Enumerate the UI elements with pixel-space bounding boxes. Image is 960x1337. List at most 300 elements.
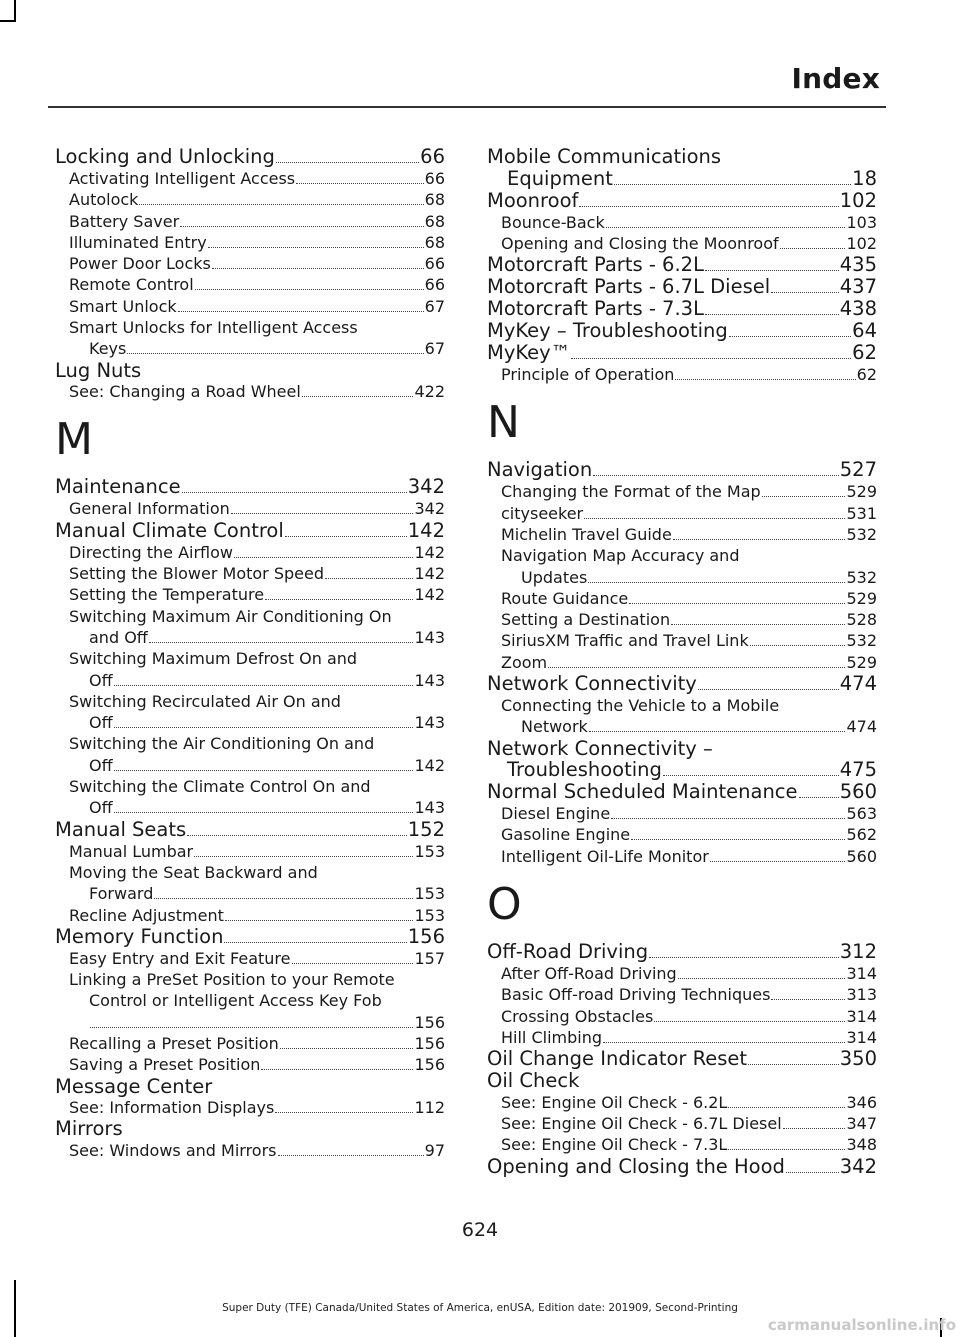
page-ref[interactable]: 67	[424, 339, 445, 359]
index-entry[interactable]	[487, 146, 877, 168]
index-entry[interactable]	[55, 1118, 445, 1140]
page-ref[interactable]: 527	[839, 458, 877, 482]
page-ref[interactable]: 68	[424, 211, 445, 231]
index-subentry[interactable]	[55, 606, 445, 627]
dot-leader	[231, 513, 414, 514]
page-ref[interactable]: 438	[839, 297, 877, 321]
entry-text: Switching the Climate Control On and	[69, 777, 371, 797]
entry-continuation	[55, 627, 445, 648]
dot-leader	[187, 835, 407, 836]
entry-text: See: Engine Oil Check - 6.2L	[501, 1092, 728, 1112]
dot-leader	[114, 727, 414, 728]
page-ref[interactable]: 64	[852, 319, 877, 343]
entry-continuation	[55, 990, 445, 1011]
index-entry[interactable]	[487, 781, 877, 803]
page-ref[interactable]: 528	[846, 610, 877, 630]
dot-leader	[276, 162, 419, 163]
index-subentry[interactable]	[55, 168, 445, 189]
entry-text: Recalling a Preset Position	[69, 1034, 279, 1053]
page-ref[interactable]: 143	[414, 627, 445, 647]
entry-text: Bounce-Back	[501, 212, 605, 232]
index-subentry[interactable]	[55, 253, 445, 274]
entry-text: Power Door Locks	[69, 254, 211, 274]
entry-continuation	[55, 755, 445, 776]
index-entry[interactable]	[487, 254, 877, 276]
entry-text-cont: Off	[89, 713, 113, 733]
index-subentry[interactable]	[55, 232, 445, 253]
dot-leader	[603, 1042, 845, 1043]
index-right-column	[487, 146, 877, 1178]
index-subentry[interactable]	[487, 803, 877, 824]
entry-text: Moonroof	[487, 188, 579, 212]
entry-text-cont: Network	[521, 717, 588, 737]
page-ref[interactable]: 156	[414, 1034, 445, 1053]
page-ref[interactable]: 531	[846, 503, 877, 523]
page-ref[interactable]: 314	[846, 964, 877, 984]
index-subentry[interactable]	[487, 481, 877, 502]
entry-text: Battery Saver	[69, 211, 180, 231]
index-subentry[interactable]	[55, 584, 445, 605]
index-subentry[interactable]	[487, 524, 877, 545]
entry-text: Smart Unlock	[69, 296, 177, 316]
section-letter: O	[487, 879, 522, 931]
index-subentry[interactable]	[487, 1113, 877, 1134]
index-subentry[interactable]	[55, 381, 445, 402]
entry-text-cont: Forward	[89, 884, 154, 904]
page-ref[interactable]: 142	[407, 518, 445, 542]
index-subentry[interactable]	[487, 846, 877, 867]
entry-text: Crossing Obstacles	[501, 1006, 654, 1026]
page-ref[interactable]: 314	[846, 1027, 877, 1047]
page-ref[interactable]: 156	[407, 924, 445, 948]
entry-text: Oil Change Indicator Reset	[487, 1047, 748, 1071]
page-ref[interactable]: 153	[414, 841, 445, 861]
dot-leader	[663, 775, 839, 776]
page-ref[interactable]: 347	[846, 1114, 877, 1134]
index-subentry[interactable]	[487, 963, 877, 984]
page-ref[interactable]: 342	[414, 499, 445, 519]
index-entry[interactable]	[487, 459, 877, 481]
dot-leader	[786, 1172, 839, 1173]
dot-leader	[280, 1048, 414, 1049]
index-entry[interactable]	[55, 146, 445, 168]
entry-text: Setting the Temperature	[69, 585, 265, 605]
index-entry[interactable]	[487, 298, 877, 320]
title-divider	[48, 106, 886, 108]
entry-text: Lug Nuts	[55, 358, 142, 382]
crop-mark-top-left-h	[0, 20, 16, 22]
entry-text: Switching Maximum Defrost On and	[69, 649, 358, 669]
entry-text: Connecting the Vehicle to a Mobile	[501, 696, 780, 716]
entry-text: Changing the Format of the Map	[501, 482, 761, 502]
dot-leader	[762, 496, 846, 497]
entry-text: Locking and Unlocking	[55, 145, 275, 168]
dot-leader	[771, 999, 845, 1000]
index-entry[interactable]	[487, 342, 877, 364]
index-subentry[interactable]	[55, 948, 445, 969]
dot-leader	[114, 685, 414, 686]
entry-text: Recline Adjustment	[69, 905, 224, 925]
dot-leader	[728, 1149, 845, 1150]
page-ref[interactable]: 422	[414, 382, 445, 402]
page-ref[interactable]: 532	[846, 524, 877, 544]
dot-leader	[748, 1064, 839, 1065]
page-ref[interactable]: 532	[846, 567, 877, 587]
page-ref[interactable]: 156	[414, 1012, 445, 1032]
entry-continuation	[55, 338, 445, 359]
entry-text: Navigation	[487, 458, 593, 482]
entry-text: Motorcraft Parts - 6.7L Diesel	[487, 275, 771, 299]
entry-text: Smart Unlocks for Intelligent Access	[69, 318, 358, 338]
entry-continuation	[487, 716, 877, 737]
page-ref[interactable]: 529	[846, 482, 877, 502]
index-subentry[interactable]	[55, 1140, 445, 1161]
dot-leader	[224, 942, 406, 943]
index-subentry[interactable]	[487, 588, 877, 609]
index-entry[interactable]	[55, 1076, 445, 1098]
page-ref[interactable]: 143	[414, 713, 445, 733]
index-subentry[interactable]	[487, 1134, 877, 1155]
page-ref[interactable]: 312	[839, 940, 877, 964]
index-subentry[interactable]	[487, 652, 877, 673]
page-ref[interactable]: 563	[846, 804, 877, 824]
dot-leader	[675, 379, 855, 380]
page-ref[interactable]: 342	[839, 1154, 877, 1178]
page-ref[interactable]: 153	[414, 905, 445, 925]
entry-text-cont: Keys	[89, 339, 127, 359]
index-subentry[interactable]	[487, 1092, 877, 1113]
index-entry[interactable]	[487, 190, 877, 212]
entry-text: Moving the Seat Backward and	[69, 862, 318, 882]
dot-leader	[127, 353, 423, 354]
page-ref[interactable]: 474	[839, 672, 877, 696]
page-ref[interactable]: 435	[839, 253, 877, 277]
page-ref[interactable]: 560	[846, 846, 877, 866]
index-entry[interactable]	[55, 476, 445, 498]
page-ref[interactable]: 62	[852, 341, 877, 365]
dot-leader	[302, 396, 414, 397]
entry-text: MyKey™	[487, 341, 571, 365]
entry-text: Route Guidance	[501, 588, 629, 608]
entry-text: cityseeker	[501, 503, 584, 523]
dot-leader	[654, 1021, 845, 1022]
entry-text: See: Changing a Road Wheel	[69, 382, 301, 402]
page-ref[interactable]: 102	[846, 233, 877, 253]
entry-text: Network Connectivity –	[487, 736, 713, 760]
page-ref[interactable]: 529	[846, 652, 877, 672]
page-ref[interactable]: 143	[414, 670, 445, 690]
entry-text-cont: Off	[89, 670, 113, 690]
index-subentry[interactable]	[55, 776, 445, 797]
index-subentry[interactable]	[55, 969, 445, 990]
entry-text: See: Windows and Mirrors	[69, 1140, 277, 1160]
page-ref[interactable]: 532	[846, 631, 877, 651]
dot-leader	[671, 624, 845, 625]
dot-leader	[710, 861, 846, 862]
entry-text: Saving a Preset Position	[69, 1055, 261, 1075]
entry-text: Manual Seats	[55, 817, 187, 841]
page-ref[interactable]: 66	[424, 275, 445, 295]
dot-leader	[325, 578, 413, 579]
entry-text: Intelligent Oil-Life Monitor	[501, 846, 709, 866]
index-entry[interactable]	[55, 926, 445, 948]
page-ref[interactable]: 142	[414, 755, 445, 775]
index-subentry[interactable]	[487, 1006, 877, 1027]
index-subentry[interactable]	[487, 695, 877, 716]
index-entry[interactable]	[487, 1156, 877, 1178]
entry-text-cont: and Off	[89, 627, 148, 647]
page-ref[interactable]: 67	[424, 296, 445, 316]
dot-leader	[799, 797, 839, 798]
dot-leader	[705, 270, 839, 271]
dot-leader	[225, 920, 414, 921]
page-ref[interactable]: 314	[846, 1006, 877, 1026]
index-entry[interactable]	[487, 1070, 877, 1092]
entry-text: Oil Check	[487, 1069, 580, 1093]
dot-leader	[234, 557, 413, 558]
page-ref[interactable]: 18	[852, 166, 877, 190]
page-ref[interactable]: 529	[846, 588, 877, 608]
index-entry[interactable]	[55, 819, 445, 841]
index-subentry[interactable]	[487, 1027, 877, 1048]
page-ref[interactable]: 350	[839, 1047, 877, 1071]
dot-leader	[296, 183, 424, 184]
page-ref[interactable]: 437	[839, 275, 877, 299]
page-ref[interactable]: 313	[846, 985, 877, 1005]
index-subentry[interactable]	[55, 317, 445, 338]
entry-text: Autolock	[69, 190, 139, 210]
page-ref[interactable]: 97	[424, 1140, 445, 1160]
page-ref[interactable]: 562	[846, 825, 877, 845]
dot-leader	[292, 963, 414, 964]
entry-text: Switching the Air Conditioning On and	[69, 734, 375, 754]
index-subentry[interactable]	[55, 189, 445, 210]
dot-leader	[571, 358, 851, 359]
entry-text: Gasoline Engine	[501, 825, 631, 845]
entry-text: Maintenance	[55, 475, 181, 499]
page-ref[interactable]: 560	[839, 780, 877, 804]
dot-leader	[606, 227, 846, 228]
index-subentry[interactable]	[55, 211, 445, 232]
entry-text: Opening and Closing the Moonroof	[501, 233, 779, 253]
dot-leader	[212, 268, 424, 269]
index-subentry[interactable]	[55, 274, 445, 295]
dot-leader	[783, 1128, 846, 1129]
dot-leader	[178, 311, 424, 312]
dot-leader	[275, 1112, 413, 1113]
crop-mark-top-left	[14, 0, 16, 22]
entry-text: Directing the Airflow	[69, 542, 233, 562]
dot-leader	[649, 957, 839, 958]
index-entry[interactable]	[55, 520, 445, 542]
index-subentry[interactable]	[55, 862, 445, 883]
dot-leader	[208, 247, 424, 248]
dot-leader	[780, 248, 846, 249]
page-ref[interactable]: 342	[407, 475, 445, 499]
entry-text: See: Engine Oil Check - 6.7L Diesel	[501, 1114, 782, 1134]
index-subentry[interactable]	[55, 841, 445, 862]
index-subentry[interactable]	[55, 1054, 445, 1075]
index-subentry[interactable]	[487, 233, 877, 254]
dot-leader	[285, 536, 407, 537]
index-subentry[interactable]	[55, 296, 445, 317]
entry-text: Activating Intelligent Access	[69, 169, 296, 188]
dot-leader	[728, 1107, 845, 1108]
entry-text-cont: Troubleshooting	[507, 758, 662, 782]
dot-leader	[579, 206, 838, 207]
index-subentry[interactable]	[55, 1033, 445, 1054]
entry-continuation	[55, 883, 445, 904]
dot-leader	[154, 898, 413, 899]
edition-footer: Super Duty (TFE) Canada/United States of America, enUSA, Edition date: 201909, Second-Printing	[222, 1302, 738, 1314]
page-ref[interactable]: 156	[414, 1055, 445, 1075]
dot-leader	[750, 645, 846, 646]
index-entry[interactable]	[487, 1048, 877, 1070]
index-subentry[interactable]	[487, 609, 877, 630]
entry-text: After Off-Road Driving	[501, 964, 677, 984]
index-subentry[interactable]	[487, 503, 877, 524]
entry-text: Opening and Closing the Hood	[487, 1154, 785, 1178]
page-ref[interactable]: 157	[414, 948, 445, 968]
page-ref[interactable]: 112	[414, 1098, 445, 1118]
dot-leader	[698, 689, 839, 690]
index-entry[interactable]	[487, 673, 877, 695]
index-entry[interactable]	[55, 360, 445, 382]
entry-text: Mirrors	[55, 1117, 123, 1141]
dot-leader	[139, 204, 423, 205]
entry-text: Motorcraft Parts - 6.2L	[487, 253, 704, 277]
page-ref[interactable]: 474	[846, 717, 877, 737]
entry-text-cont: Updates	[521, 567, 588, 587]
entry-text: Manual Lumbar	[69, 841, 194, 861]
entry-text: Navigation Map Accuracy and	[501, 546, 740, 566]
entry-text: Setting a Destination	[501, 610, 671, 630]
index-left-column	[55, 146, 445, 1161]
section-letter: M	[55, 414, 93, 466]
entry-text: Linking a PreSet Position to your Remote	[69, 970, 395, 990]
entry-text: Basic Off-road Driving Techniques	[501, 985, 771, 1005]
entry-text: Easy Entry and Exit Feature	[69, 948, 291, 968]
index-subentry[interactable]	[487, 630, 877, 651]
index-entry[interactable]	[487, 738, 877, 760]
page-ref[interactable]: 68	[424, 232, 445, 252]
dot-leader	[678, 978, 846, 979]
dot-leader	[548, 667, 845, 668]
page-ref[interactable]: 102	[839, 188, 877, 212]
page-ref[interactable]: 66	[424, 254, 445, 274]
page-ref[interactable]: 475	[839, 758, 877, 782]
page-ref[interactable]: 153	[414, 884, 445, 904]
entry-text: MyKey – Troubleshooting	[487, 319, 728, 343]
page-ref[interactable]: 62	[856, 365, 877, 385]
entry-text: Hill Climbing	[501, 1027, 602, 1047]
entry-text: Switching Maximum Air Conditioning On	[69, 606, 392, 626]
dot-leader	[673, 539, 846, 540]
index-subentry[interactable]	[55, 733, 445, 754]
watermark: carmanualsonline.info	[767, 1316, 956, 1334]
index-subentry[interactable]	[55, 905, 445, 926]
entry-text: Zoom	[501, 652, 548, 672]
dot-leader	[114, 770, 414, 771]
entry-text: Manual Climate Control	[55, 518, 284, 542]
entry-text: Setting the Blower Motor Speed	[69, 564, 324, 584]
page-ref[interactable]: 103	[846, 212, 877, 232]
index-subentry[interactable]	[55, 1097, 445, 1118]
entry-text: SiriusXM Traffic and Travel Link	[501, 631, 749, 651]
dot-leader	[194, 856, 413, 857]
dot-leader	[729, 336, 851, 337]
page-ref[interactable]: 143	[414, 798, 445, 818]
entry-text-cont: Off	[89, 798, 113, 818]
index-subentry[interactable]	[487, 984, 877, 1005]
index-subentry[interactable]	[487, 364, 877, 385]
page-ref[interactable]: 68	[424, 190, 445, 210]
section-letter: N	[487, 397, 520, 449]
dot-leader	[90, 1027, 413, 1028]
dot-leader	[584, 518, 845, 519]
index-entry[interactable]	[487, 276, 877, 298]
entry-text: Diesel Engine	[501, 804, 611, 824]
entry-text: Remote Control	[69, 275, 194, 295]
page-ref[interactable]: 142	[414, 564, 445, 584]
entry-text-cont: Equipment	[507, 166, 613, 190]
dot-leader	[593, 475, 839, 476]
page-ref[interactable]: 142	[414, 542, 445, 562]
index-subentry[interactable]	[487, 212, 877, 233]
index-entry[interactable]	[487, 320, 877, 342]
dot-leader	[614, 184, 851, 185]
page-ref[interactable]: 66	[420, 145, 445, 168]
entry-text: Off-Road Driving	[487, 940, 649, 964]
index-subentry[interactable]	[55, 542, 445, 563]
dot-leader	[182, 492, 407, 493]
page-ref[interactable]: 348	[846, 1135, 877, 1155]
page-number: 624	[461, 1219, 499, 1241]
index-subentry[interactable]	[55, 648, 445, 669]
page-title: Index	[791, 62, 880, 95]
dot-leader	[705, 314, 839, 315]
entry-text: Motorcraft Parts - 7.3L	[487, 297, 704, 321]
index-entry[interactable]	[487, 941, 877, 963]
page-ref[interactable]: 346	[846, 1092, 877, 1112]
page-ref[interactable]: 142	[414, 585, 445, 605]
page-ref[interactable]: 152	[407, 817, 445, 841]
entry-text: Switching Recirculated Air On and	[69, 691, 341, 711]
dot-leader	[771, 292, 839, 293]
dot-leader	[195, 289, 424, 290]
entry-continuation	[487, 168, 877, 190]
dot-leader	[265, 599, 413, 600]
dot-leader	[149, 642, 414, 643]
index-subentry[interactable]	[55, 691, 445, 712]
dot-leader	[588, 582, 845, 583]
dot-leader	[589, 731, 846, 732]
index-subentry[interactable]	[487, 824, 877, 845]
index-subentry[interactable]	[487, 545, 877, 566]
entry-text: Illuminated Entry	[69, 232, 207, 252]
dot-leader	[278, 1155, 424, 1156]
index-subentry[interactable]	[55, 498, 445, 519]
entry-continuation	[55, 712, 445, 733]
dot-leader	[631, 839, 845, 840]
entry-text: Memory Function	[55, 924, 224, 948]
index-subentry[interactable]	[55, 563, 445, 584]
entry-text: Message Center	[55, 1074, 213, 1098]
dot-leader	[261, 1069, 413, 1070]
entry-continuation	[55, 670, 445, 691]
page-ref[interactable]: 66	[424, 169, 445, 188]
entry-text-cont: Control or Intelligent Access Key Fob	[89, 991, 382, 1011]
